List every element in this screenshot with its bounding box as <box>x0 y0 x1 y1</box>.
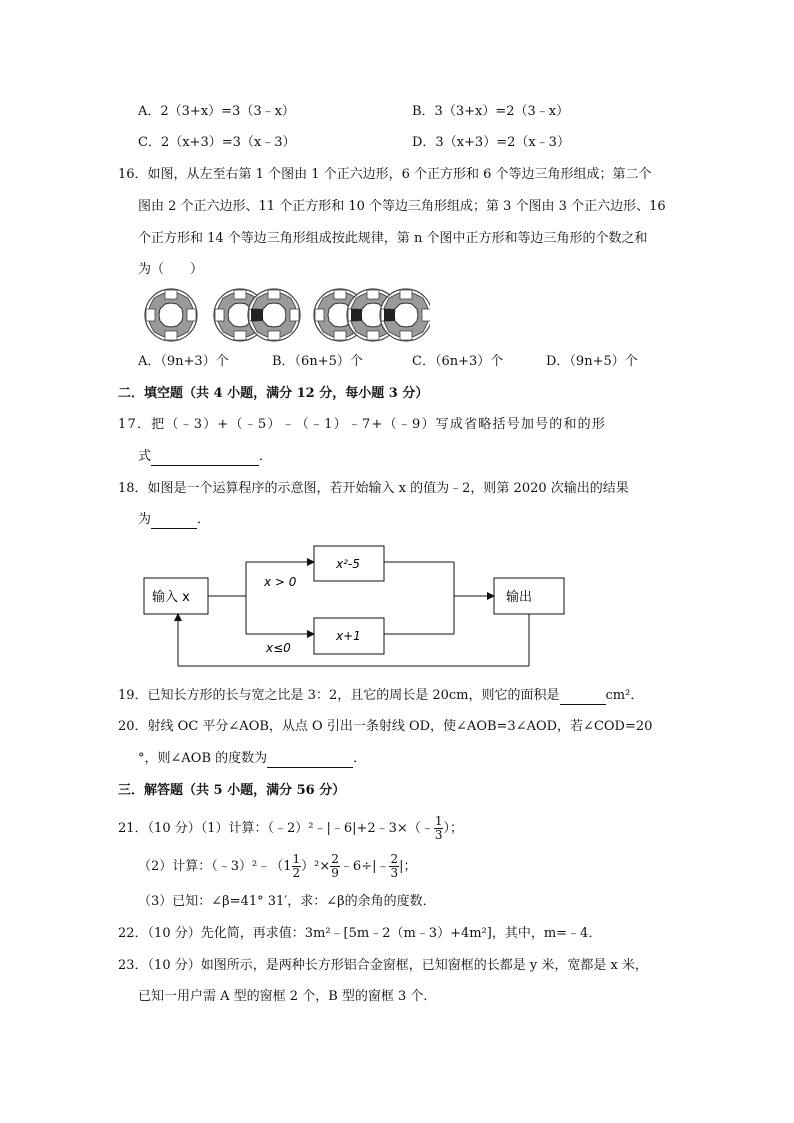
flow-cond-top: x > 0 <box>264 575 297 589</box>
q16-line-3: 个正方形和 14 个等边三角形组成按此规律，第 n 个图中正方形和等边三角形的个数之和 <box>138 231 648 246</box>
q16-option-d: D．（9n+5）个 <box>546 354 638 369</box>
q15-option-a: A．2（3+x）=3（3﹣x） <box>138 104 295 119</box>
q19-answer-blank[interactable] <box>560 690 606 705</box>
q15-option-b: B．3（3+x）=2（3﹣x） <box>412 104 570 119</box>
q16-pattern-figure <box>144 287 430 343</box>
q15-option-c: C．2（x+3）=3（x﹣3） <box>138 135 296 150</box>
q17-prefix: 式 <box>138 449 152 464</box>
q21-part2-mid-2: ﹣6÷|﹣ <box>339 859 390 874</box>
q21-frac-2-den: 2 <box>292 866 301 880</box>
q15-option-d: D．3（x+3）=2（x﹣3） <box>412 135 570 150</box>
q21-part1-prefix: 21．（10 分）（1）计算：（﹣2）²﹣|﹣6|+2﹣3×（﹣ <box>118 821 434 836</box>
q21-frac-3-num: 2 <box>331 852 339 866</box>
q22-line: 22．（10 分）先化简，再求值：3m²﹣[5m﹣2（m﹣3）+4m²]，其中，m=﹣4． <box>118 926 602 941</box>
q21-frac-1-den: 3 <box>434 828 443 842</box>
q23-line-1: 23．（10 分）如图所示，是两种长方形铝合金窗框，已知窗框的长都是 y 米，宽都是 x 米， <box>118 958 648 973</box>
q18-line-2 <box>138 511 210 529</box>
q21-part-2 <box>138 852 417 882</box>
flow-input-label: 输入 x <box>152 590 190 605</box>
q20-answer-blank[interactable] <box>267 753 353 768</box>
q16-option-c: C．（6n+3）个 <box>412 354 504 369</box>
q17-suffix: ． <box>259 449 273 464</box>
q20-line-1: 20．射线 OC 平分∠AOB，从点 O 引出一条射线 OD，使∠AOB=3∠AOD，若∠COD=20 <box>118 719 653 734</box>
q17-line-1: 17．把（﹣3）+（﹣5）﹣（﹣1）﹣7+（﹣9）写成省略括号加号的和的形 <box>118 417 607 432</box>
section-3-heading: 三．解答题（共 5 小题，满分 56 分） <box>118 783 346 798</box>
q20-prefix: °，则∠AOB 的度数为 <box>138 751 268 766</box>
q16-option-a: A．（9n+3）个 <box>138 354 229 369</box>
q20-suffix: ． <box>353 751 367 766</box>
q16-line-2: 图由 2 个正六边形、11 个正方形和 10 个等边三角形组成；第 3 个图由 3 个正六边形、16 <box>138 199 666 214</box>
flow-bottom-expr: x+1 <box>336 629 361 643</box>
flow-top-expr: x²-5 <box>336 557 360 571</box>
q21-frac-4-den: 3 <box>390 866 399 880</box>
q21-part-3: （3）已知：∠β=41° 31′，求：∠β的余角的度数． <box>138 894 436 909</box>
q19-suffix: cm²． <box>605 688 644 703</box>
q16-line-4: 为（ ） <box>138 262 204 277</box>
q18-answer-blank[interactable] <box>151 514 197 529</box>
q21-part2-prefix: （2）计算：（﹣3）²﹣（1 <box>138 859 292 874</box>
q19-prefix: 19．已知长方形的长与宽之比是 3：2，且它的周长是 20cm，则它的面积是 <box>118 688 560 703</box>
q21-frac-2-num: 1 <box>292 852 301 866</box>
q16-line-1: 16．如图，从左至右第 1 个图由 1 个正六边形，6 个正方形和 6 个等边三角形组成；第二个 <box>118 167 652 182</box>
section-2-heading: 二．填空题（共 4 小题，满分 12 分，每小题 3 分） <box>118 386 429 401</box>
q16-option-b: B．（6n+5）个 <box>272 354 363 369</box>
q21-frac-3-den: 9 <box>331 866 339 880</box>
q18-line-1: 18．如图是一个运算程序的示意图，若开始输入 x 的值为﹣2，则第 2020 次输出的结果 <box>118 481 629 496</box>
q21-frac-1-num: 1 <box>434 814 443 828</box>
q21-part-1 <box>118 814 463 844</box>
q18-flowchart <box>138 540 568 670</box>
q20-line-2 <box>138 750 366 768</box>
q17-answer-blank[interactable] <box>151 451 259 466</box>
q21-part2-suffix: |； <box>399 859 417 874</box>
q21-part1-suffix: ）； <box>443 821 463 836</box>
q21-frac-3 <box>330 853 340 880</box>
q21-frac-4-num: 2 <box>390 852 399 866</box>
q19-line <box>118 687 643 705</box>
q23-line-2: 已知一用户需 A 型的窗框 2 个，B 型的窗框 3 个． <box>138 989 437 1004</box>
q21-frac-4 <box>389 853 399 880</box>
flow-output-label: 输出 <box>506 590 533 605</box>
q21-part2-mid-1: ）²× <box>301 859 331 874</box>
q18-prefix: 为 <box>138 512 152 527</box>
q17-line-2 <box>138 448 272 466</box>
q21-frac-2 <box>292 853 302 880</box>
flow-cond-bottom: x≤0 <box>266 641 291 655</box>
q18-suffix: ． <box>197 512 211 527</box>
